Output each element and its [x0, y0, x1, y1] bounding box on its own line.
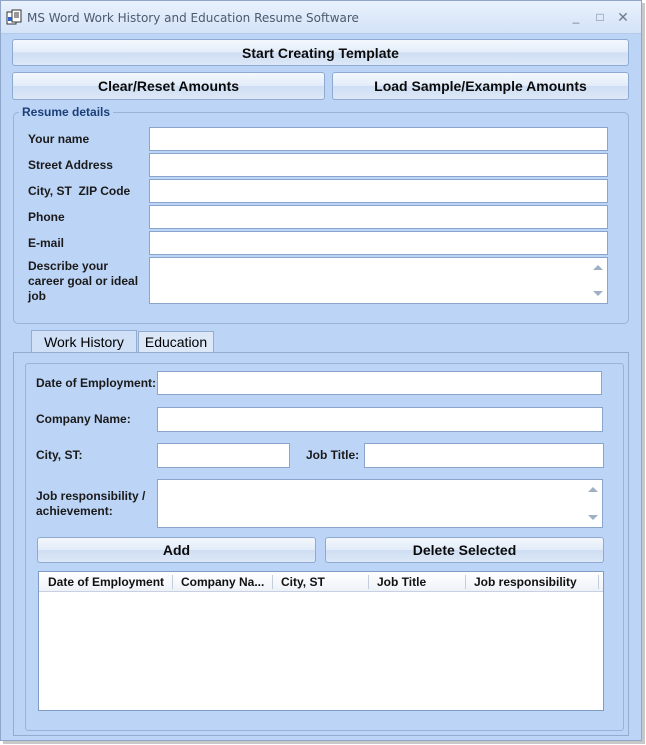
- resume-details-legend: Resume details: [19, 105, 113, 119]
- work-city-label: City, ST:: [36, 448, 83, 462]
- phone-label: Phone: [28, 210, 65, 224]
- load-sample-button[interactable]: Load Sample/Example Amounts: [332, 72, 629, 100]
- career-goal-textarea[interactable]: [149, 257, 608, 304]
- minimize-button[interactable]: _: [572, 10, 580, 24]
- maximize-button[interactable]: □: [596, 10, 604, 24]
- email-input[interactable]: [149, 231, 608, 255]
- career-goal-scrollbar[interactable]: [590, 259, 606, 302]
- scroll-down-icon[interactable]: [588, 515, 598, 520]
- work-history-list[interactable]: [38, 571, 604, 711]
- street-address-input[interactable]: [149, 153, 608, 177]
- career-goal-label: [28, 259, 146, 304]
- work-history-list-header: [39, 572, 603, 592]
- add-button[interactable]: Add: [37, 537, 316, 563]
- window-title: MS Word Work History and Education Resume Software: [27, 11, 359, 25]
- job-responsibility-scrollbar[interactable]: [585, 481, 601, 526]
- column-header-job-title[interactable]: Job Title: [377, 575, 427, 589]
- company-name-input[interactable]: [157, 407, 603, 432]
- start-creating-template-button[interactable]: Start Creating Template: [12, 39, 629, 66]
- job-title-label: Job Title:: [306, 448, 360, 462]
- job-responsibility-textarea[interactable]: [157, 479, 603, 528]
- date-of-employment-input[interactable]: [157, 371, 602, 395]
- city-zip-label: City, ST ZIP Code: [28, 184, 131, 198]
- job-responsibility-label: [36, 489, 154, 519]
- scroll-down-icon[interactable]: [593, 291, 603, 296]
- tab-education[interactable]: Education: [138, 331, 214, 352]
- career-goal-label-line2: career goal or ideal: [28, 274, 139, 288]
- email-label: E-mail: [28, 236, 65, 250]
- column-header-date[interactable]: Date of Employment: [48, 575, 165, 589]
- name-input[interactable]: [149, 127, 608, 151]
- column-header-company[interactable]: Company Na...: [181, 575, 265, 589]
- scroll-up-icon[interactable]: [588, 487, 598, 492]
- title-bar[interactable]: [1, 1, 641, 34]
- clear-reset-button[interactable]: Clear/Reset Amounts: [12, 72, 325, 100]
- column-header-city[interactable]: City, ST: [281, 575, 325, 589]
- street-address-label: Street Address: [28, 158, 113, 172]
- phone-input[interactable]: [149, 205, 608, 229]
- career-goal-label-line1: Describe your: [28, 259, 109, 273]
- scroll-up-icon[interactable]: [593, 265, 603, 270]
- app-icon: [6, 9, 24, 25]
- job-title-input[interactable]: [364, 443, 604, 468]
- column-header-responsibility[interactable]: Job responsibility: [474, 575, 577, 589]
- delete-selected-button[interactable]: Delete Selected: [325, 537, 604, 563]
- date-of-employment-label: Date of Employment:: [36, 376, 157, 390]
- column-divider[interactable]: [598, 575, 599, 589]
- job-responsibility-label-line2: achievement:: [36, 504, 113, 518]
- work-city-input[interactable]: [157, 443, 290, 468]
- job-responsibility-label-line1: Job responsibility /: [36, 489, 146, 503]
- tab-work-history[interactable]: Work History: [31, 330, 137, 353]
- career-goal-label-line3: job: [28, 289, 46, 303]
- city-zip-input[interactable]: [149, 179, 608, 203]
- company-name-label: Company Name:: [36, 412, 131, 426]
- close-button[interactable]: ✕: [617, 9, 629, 25]
- name-label: Your name: [28, 132, 90, 146]
